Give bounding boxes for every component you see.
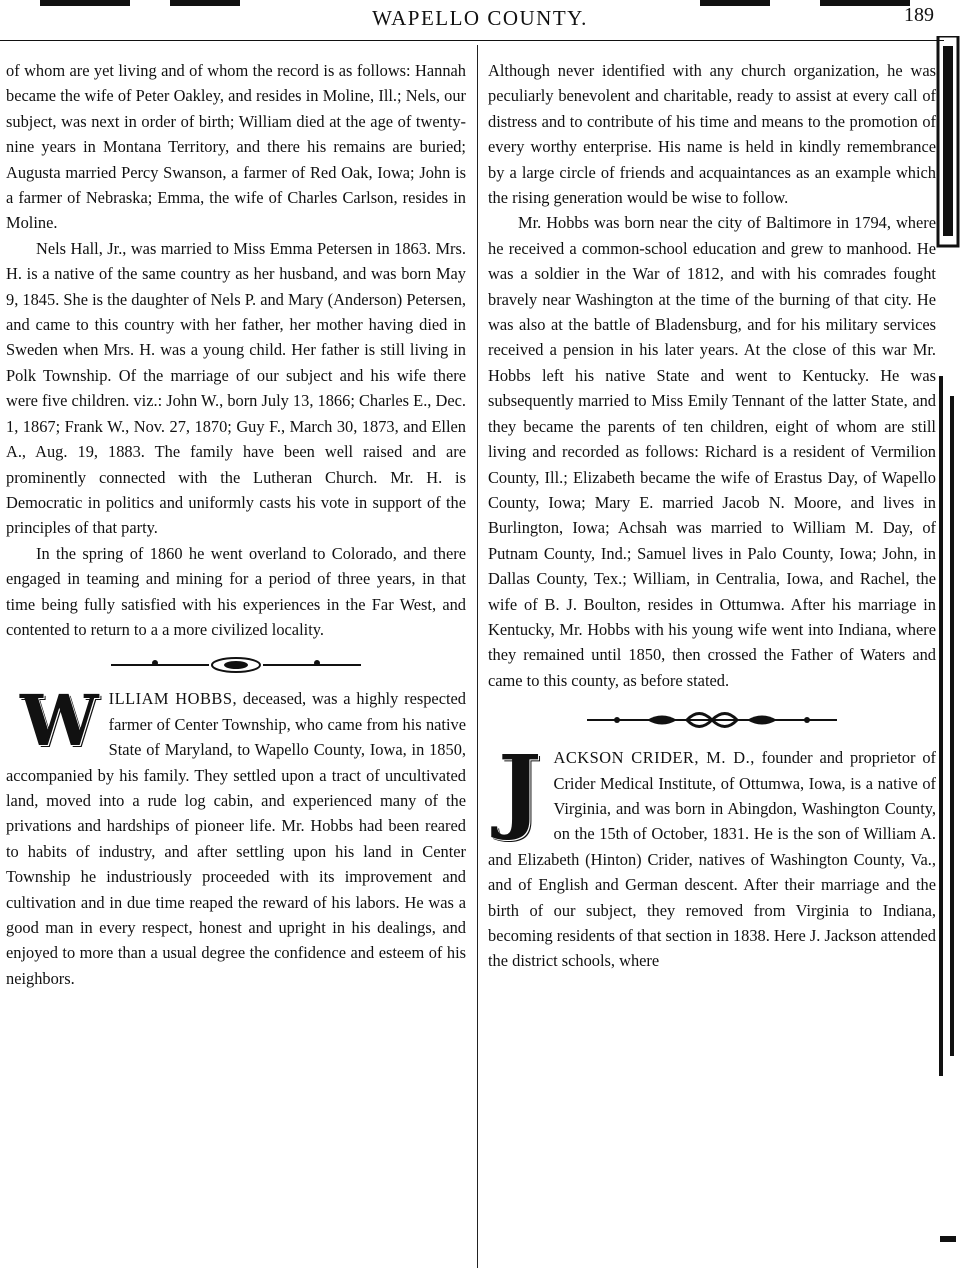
hobbs-name-lead: ILLIAM HOBBS, — [108, 689, 238, 709]
paragraph-hobbs-history: Mr. Hobbs was born near the city of Baltimore in 1794, where he received a common-school education and grew to manhood. He was a soldier in the War of 1812, and with his comrades fought bravely near Washington at the time of the burning of that city. He was also at the battle of Bladensburg, and for his military services received a pension in his later years. At the close of this war Mr. Hobbs left his native State and went to Kentucky. He was subsequently married to Miss Emily Tennant of the latter State, and they became the parents of ten children, eight of whom are still living and recorded as follows: Richard is a resident of Vermilion County, Ill.; Elizabeth became the wife of Erastus Day, of Wapello County, Iowa; Mary E. married Jacob N. Moore, and lives in Burlington, Iowa; Achsah was married to William M. Day, of Putnam County, Ind.; Samuel lives in Palo County, Iowa; John, in Dallas County, Tex.; William, in Centralia, Iowa, and Rachel, the wife of B. J. Boulton, resides in Ottumwa. After his marriage in Kentucky, Mr. Hobbs with his young wife went into Indiana, where they remained until 1850, then crossed the Father of Waters and came to this county, as before stated. — [488, 213, 936, 690]
hobbs-intro-text: deceased, was a highly respected farmer of Center Township, who came from his native State of Maryland, to Wapello County, Iowa, in 1850, accompanied by his family. They settled upon a tract of uncultivated land, moved into a rude log cabin, and experienced many of the privations and hardships of pioneer life. Mr. Hobbs had been reared to habits of industry, and after settling upon his land in Center Township he industriously proceeded with its improvement and cultivation and in due time reaped the reward of his labors. He was a good man in every respect, honest and upright in his dealings, and enjoyed to more than a usual degree the confidence and esteem of his neighbors. — [6, 689, 466, 988]
header-rule — [0, 40, 944, 41]
biography-j-jackson-crider — [488, 735, 936, 974]
section-divider-ornament-2 — [587, 707, 837, 733]
crider-intro-text: founder and proprietor of Crider Medical Institute, of Ottumwa, Iowa, is a native of Virginia, and was born in Abingdon, Washington County, on the 15th of October, 1831. He is the son of William A. and Elizabeth (Hinton) Crider, natives of Washington County, Va., and of English and German descent. After their marriage and the birth of our subject, they removed from Virginia to Indiana, becoming residents of that section in 1838. Here J. Jackson attended the district schools, where — [488, 748, 936, 971]
crider-name-lead: ACKSON CRIDER, M. D., — [553, 748, 755, 768]
right-column — [488, 58, 936, 974]
drop-cap-j: J — [498, 735, 542, 844]
right-ornament-border — [936, 36, 960, 1268]
left-column — [6, 58, 466, 991]
paragraph-hall-marriage: Nels Hall, Jr., was married to Miss Emma Petersen in 1863. Mrs. H. is a native of the same country as her husband, and was born May 9, 1845. She is the daughter of Nels P. and Mary (Anderson) Petersen, and came to this country with her father, her mother having died in Sweden when Mrs. H. was a young child. Her father is still living in Polk Township. Of the marriage of our subject and his wife there were five children. viz.: John W., born July 13, 1866; Charles E., Dec. 1, 1867; Frank W., Nov. 27, 1870; Guy F., March 30, 1873, and Ellen A., Aug. 19, 1883. The family have been well raised and are prominently connected with the Lutheran Church. Mr. H. is Democratic in politics and uniformly casts his vote in support of the principles of that party. — [6, 238, 466, 538]
column-divider — [477, 45, 478, 1268]
section-divider-ornament — [111, 656, 361, 674]
paragraph-crider-intro — [488, 735, 936, 974]
paragraph-hall-family: of whom are yet living and of whom the record is as follows: Hannah became the wife of Peter Oakley, and resides in Moline, Ill.; Nels, our subject, was next in order of birth; William died at the age of twenty-nine years in Montana Territory, and there his remains are buried; Augusta married Percy Swanson, a farmer of Red Oak, Iowa; John is a farmer of Nebraska; Emma, the wife of Charles Carlson, resides in Moline. — [6, 61, 466, 233]
paragraph-hobbs-character: Although never identified with any church organization, he was peculiarly benevolent and charitable, ready to assist at every call of distress and to contribute of his time and means to the promotion of every worthy enterprise. His name is held in kindly remembrance by a large circle of friends and acquaintances as an example which the rising generation would be wise to follow. — [488, 61, 936, 208]
page-number: 189 — [904, 4, 934, 26]
running-head: WAPELLO COUNTY. — [372, 6, 588, 30]
biography-william-hobbs — [6, 679, 466, 991]
drop-cap-w: W — [20, 679, 99, 763]
paragraph-hall-colorado: In the spring of 1860 he went overland to Colorado, and there engaged in teaming and mining for a period of three years, in that time being fully satisfied with his experiences in the Far West, and contented to return to a a more civilized locality. — [6, 543, 466, 639]
